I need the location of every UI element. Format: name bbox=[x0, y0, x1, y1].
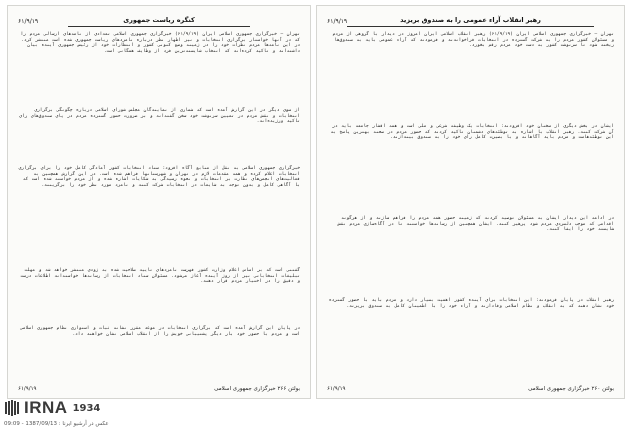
document-page-left bbox=[8, 6, 310, 398]
body-paragraph: گفتنی است که بر اساس اعلام وزارت کشور فهرست نامزدهای تایید صلاحیت شده به زودی منتشر خواهد شد و مهلت تبلیغات انتخاباتی نیز از روز آینده آغاز می‌شود. مسئولان ستاد انتخابات از رسانه‌ها خواسته‌اند اطلاعات درست و دقیق را در اختیار مردم قرار دهند. bbox=[20, 268, 300, 285]
irna-watermark bbox=[4, 398, 100, 418]
title-underline bbox=[347, 26, 594, 27]
title-underline bbox=[68, 26, 250, 27]
document-page-right bbox=[317, 6, 624, 398]
body-paragraph: خبرگزاری جمهوری اسلامی به نقل از منابع آگاه افزود: ستاد انتخابات کشور آمادگی کامل خود را برای برگزاری انتخابات اعلام کرده و همه مقدمات لازم در تهران و شهرستانها فراهم شده است. در این گزارش همچنین به فعالیت‌های انجمن‌های نظارت بر انتخابات و نحوه رسیدگی به شکایات اشاره شده و از مردم خواسته شده است که با آگاهی کامل و بدون توجه به شایعات در انتخابات شرکت کنند و نامزد مورد نظر خود را برگزینند. bbox=[18, 166, 300, 188]
page-title: رهبر انقلاب آراء عمومی را به صندوق بریزید bbox=[400, 16, 541, 24]
irna-emblem-icon bbox=[4, 400, 20, 416]
body-paragraph: در پایان این گزارش آمده است که برگزاری انتخابات در موعد مقرر نشانه ثبات و استواری نظام جمهوری اسلامی است و مردم با حضور خود بار دیگر پشتیبانی خویش را از انقلاب اسلامی نشان خواهند داد. bbox=[20, 326, 300, 337]
body-paragraph: تهران — خبرگزاری جمهوری اسلامی ایران (۶۱/۹/۱۹) خبرگزاری جمهوری اسلامی تعدادی از نامه‌های ارسالی مردم را که در آنها خواستار برگزاری انتخابات و نیز اظهار نظر درباره نامزدهای ریاست جمهوری شده است منتشر کرد. در این نامه‌ها مردم نظرات خود را در زمینه وضع کنونی کشور و انتظارات خود از رئیس جمهوری آینده بیان داشته‌اند و تاکید کرده‌اند که انتخاب شایسته‌ترین فرد از وظایف همگانی است. bbox=[20, 32, 300, 54]
body-paragraph: از سوی دیگر در این گزارش آمده است که شماری از نمایندگان مجلس شورای اسلامی درباره چگونگی برگزاری انتخابات و نقش مردم در تعیین سرنوشت خود سخن گفته‌اند و بر ضرورت حضور گسترده مردم در پای صندوق‌های رای تاکید ورزیده‌اند. bbox=[19, 108, 300, 125]
footer-date: ۶۱/۹/۱۹ bbox=[327, 386, 346, 392]
footer-date: ۶۱/۹/۱۹ bbox=[18, 386, 37, 392]
footer-bulletin: بولتن ۲۶۶ خبرگزاری جمهوری اسلامی bbox=[214, 386, 300, 392]
body-paragraph: ایشان در بخش دیگری از سخنان خود افزودند: انتخابات یک وظیفه شرعی و ملی است و همه اقشار جامعه باید در آن شرکت کنند. رهبر انقلاب با اشاره به توطئه‌های دشمنان تاکید کردند که حضور مردم در صحنه بهترین پاسخ به این توطئه‌هاست و مردم باید آگاهانه و با بصیرت کامل رای خود را به صندوق بیندازند. bbox=[330, 124, 614, 141]
irna-logo-year: 1934 bbox=[72, 402, 101, 414]
irna-logo-text: IRNA bbox=[24, 398, 68, 417]
body-paragraph: در ادامه این دیدار ایشان به مسئولان توصیه کردند که زمینه حضور همه مردم را فراهم سازند و از هرگونه اقدامی که موجب دلسردی مردم شود پرهیز کنند. ایشان همچنین از رسانه‌ها خواستند تا در آگاه‌سازی مردم نقش شایسته خود را ایفا کنند. bbox=[337, 216, 614, 233]
page-footer bbox=[327, 386, 614, 392]
footer-bulletin: بولتن ۲۶۰ خبرگزاری جمهوری اسلامی bbox=[528, 386, 614, 392]
page-title: کنگره ریاست جمهوری bbox=[123, 16, 195, 24]
body-paragraph: رهبر انقلاب در پایان فرمودند: این انتخابات برای آینده کشور اهمیت بسیار دارد و مردم باید با حضور گسترده خود نشان دهند که به انقلاب و نظام اسلامی وفادارند و آراء خود را با اطمینان کامل به صندوق بریزند. bbox=[329, 298, 614, 309]
body-paragraph: تهران — خبرگزاری جمهوری اسلامی ایران (۶۱/۹/۱۹) رهبر انقلاب اسلامی ایران امروز در دیدار با گروهی از مردم و مسئولان کشور مردم را به شرکت گسترده در انتخابات فراخواندند و فرمودند که آراء عمومی باید به صندوق‌ها ریخته شود تا سرنوشت کشور به دست خود مردم رقم بخورد. bbox=[332, 32, 614, 49]
page-footer bbox=[18, 386, 300, 392]
header-date: ۶۱/۹/۱۹ bbox=[18, 18, 39, 25]
archive-credit: عکس در آرشیو ایرنا : 1387/09/13 - 09:09 bbox=[4, 421, 109, 427]
header-date: ۶۱/۹/۱۹ bbox=[327, 18, 348, 25]
